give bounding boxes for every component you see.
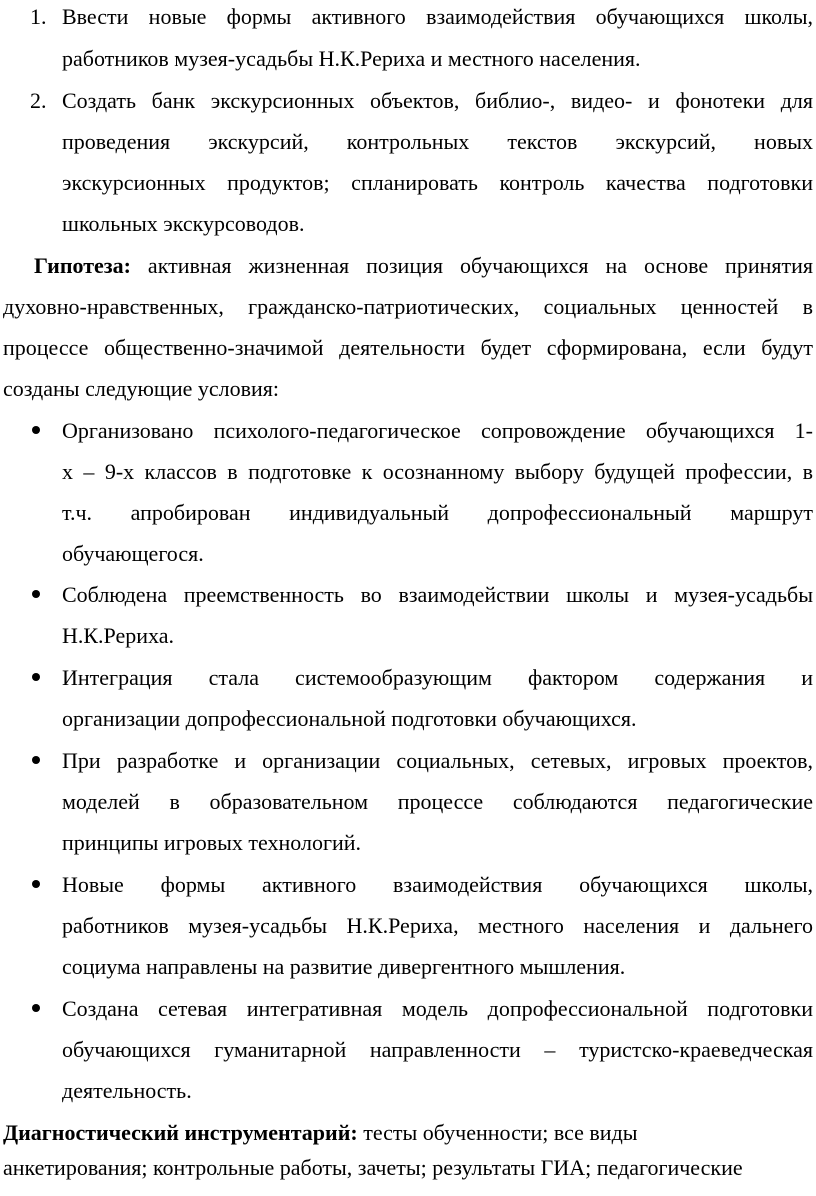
bullet-icon bbox=[29, 878, 43, 892]
text-line: Новые формы активного взаимодействия обучающихся школы, bbox=[62, 872, 813, 897]
text-line: х – 9-х классов в подготовке к осознанному выбору будущей профессии, в bbox=[62, 459, 813, 484]
text-line: духовно-нравственных, гражданско-патриотических, социальных ценностей в bbox=[3, 294, 813, 319]
text-line bbox=[3, 1120, 638, 1146]
hypothesis-text: активная жизненная позиция обучающихся на основе принятия bbox=[130, 253, 813, 278]
text-line bbox=[34, 253, 813, 279]
bullet-icon bbox=[29, 1002, 43, 1016]
bullet-icon bbox=[29, 588, 43, 602]
text-line: принципы игровых технологий. bbox=[62, 830, 362, 855]
text-line: Ввести новые формы активного взаимодействия обучающихся школы, bbox=[62, 4, 813, 29]
text-line: Создать банк экскурсионных объектов, библио-, видео- и фонотеки для bbox=[62, 88, 813, 113]
text-line: процессе общественно-значимой деятельности будет сформирована, если будут bbox=[3, 335, 813, 360]
text-line: созданы следующие условия: bbox=[3, 376, 280, 401]
list-number: 1. bbox=[30, 4, 47, 29]
text-line: т.ч. апробирован индивидуальный допрофессиональный маршрут bbox=[62, 500, 813, 525]
text-line: Создана сетевая интегративная модель допрофессиональной подготовки bbox=[62, 996, 813, 1021]
text-line: моделей в образовательном процессе соблюдаются педагогические bbox=[62, 789, 813, 814]
bullet-icon bbox=[29, 424, 43, 438]
hypothesis-label: Гипотеза: bbox=[34, 253, 131, 278]
text-line: Соблюдена преемственность во взаимодействии школы и музея-усадьбы bbox=[62, 582, 813, 607]
text-line: работников музея-усадьбы Н.К.Рериха и местного населения. bbox=[62, 46, 641, 71]
text-line: Н.К.Рериха. bbox=[62, 623, 175, 648]
text-line: При разработке и организации социальных, сетевых, игровых проектов, bbox=[62, 748, 813, 773]
text-line: Организовано психолого-педагогическое сопровождение обучающихся 1- bbox=[62, 418, 813, 443]
text-line: экскурсионных продуктов; спланировать контроль качества подготовки bbox=[62, 170, 813, 195]
bullet-icon bbox=[29, 754, 43, 768]
diagnostics-label: Диагностический инструментарий: bbox=[3, 1120, 358, 1145]
text-line: обучающихся гуманитарной направленности – туристско-краеведческая bbox=[62, 1037, 813, 1062]
text-line: проведения экскурсий, контрольных текстов экскурсий, новых bbox=[62, 129, 813, 154]
diagnostics-text: тесты обученности; все виды bbox=[357, 1120, 638, 1145]
bullet-icon bbox=[29, 671, 43, 685]
text-line: школьных экскурсоводов. bbox=[62, 211, 305, 236]
list-number: 2. bbox=[30, 88, 47, 113]
text-line: работников музея-усадьбы Н.К.Рериха, местного населения и дальнего bbox=[62, 913, 813, 938]
text-line: деятельность. bbox=[62, 1078, 192, 1103]
text-line: обучающегося. bbox=[62, 541, 204, 566]
text-line: анкетирования; контрольные работы, зачеты; результаты ГИА; педагогические bbox=[3, 1155, 743, 1180]
text-line: организации допрофессиональной подготовки обучающихся. bbox=[62, 706, 637, 731]
text-line: Интеграция стала системообразующим фактором содержания и bbox=[62, 665, 813, 690]
text-line: социума направлены на развитие дивергентного мышления. bbox=[62, 954, 626, 979]
